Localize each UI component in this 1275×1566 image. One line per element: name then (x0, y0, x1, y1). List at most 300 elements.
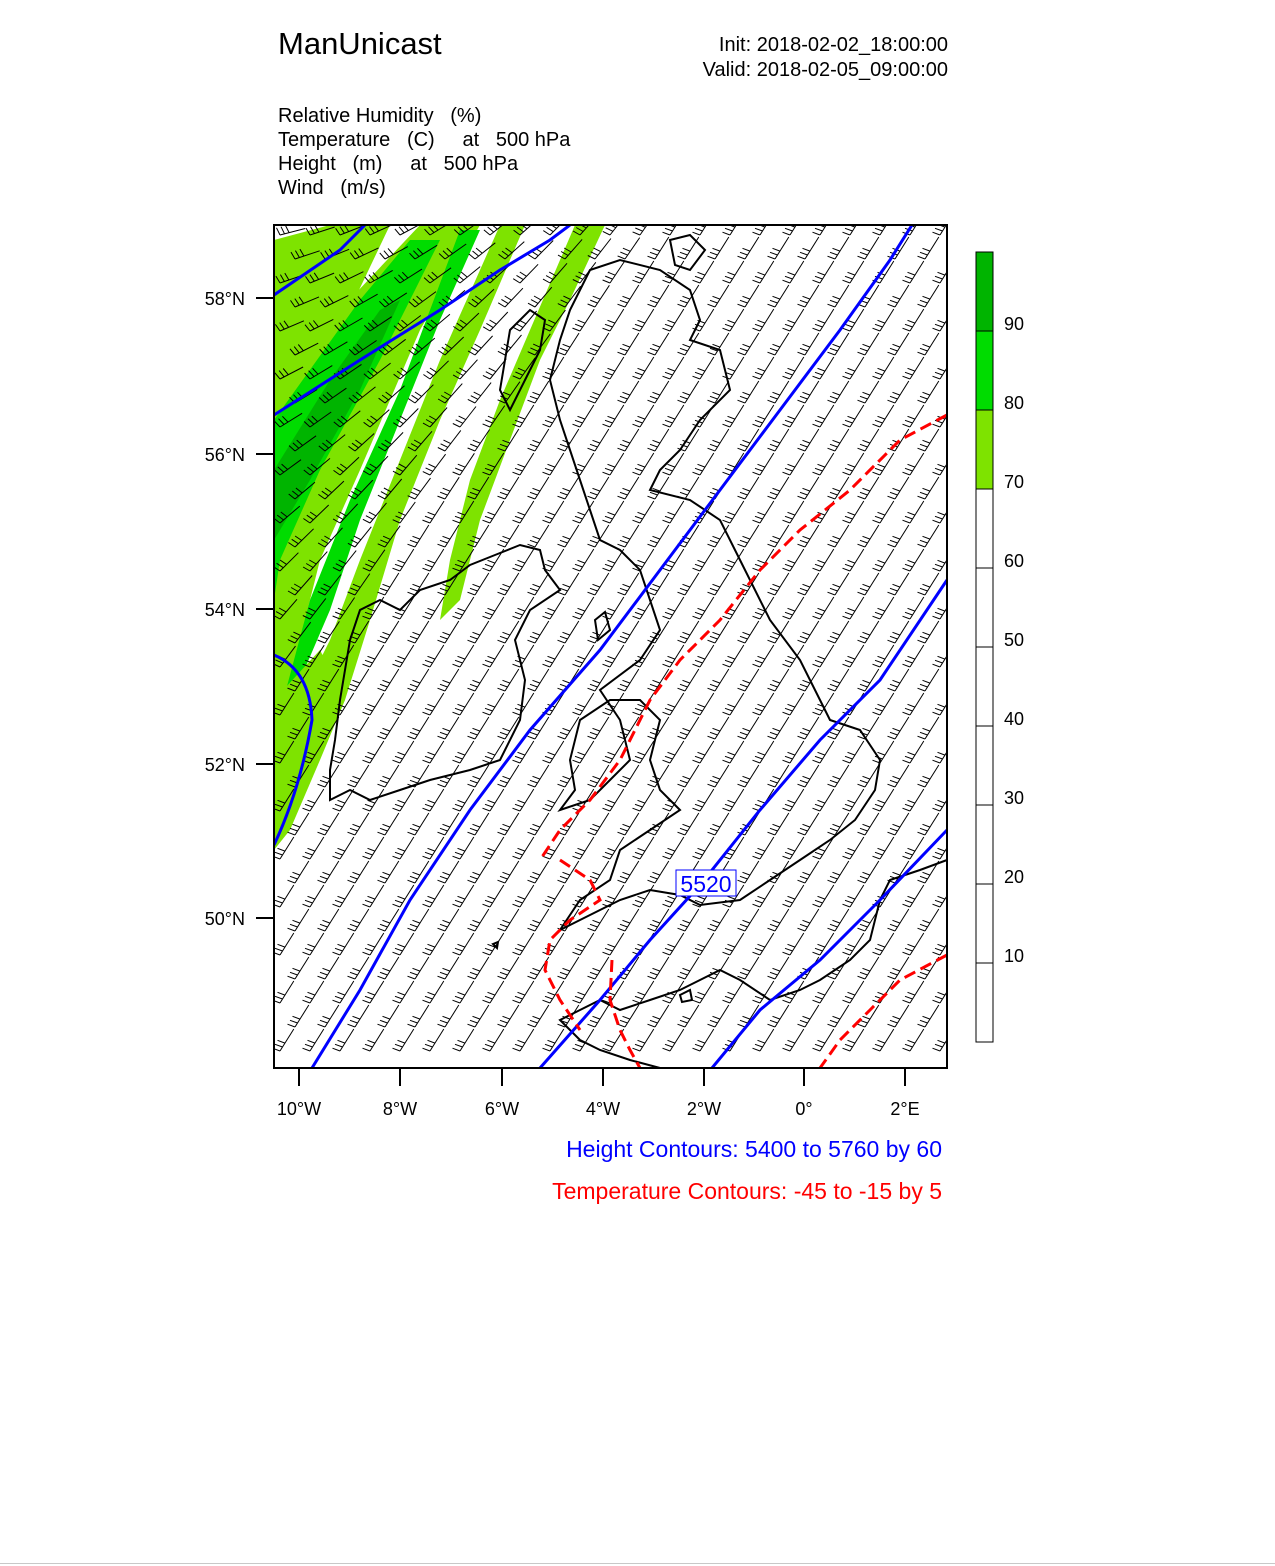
wind-barb-shaft (415, 813, 429, 835)
wind-barb-feather (573, 664, 581, 667)
wind-barb-shaft (700, 453, 714, 475)
wind-barb-feather (428, 656, 436, 659)
wind-barb-feather (698, 800, 706, 803)
wind-barb-feather (363, 664, 371, 667)
wind-barb-feather (918, 640, 926, 643)
wind-barb-feather (350, 684, 358, 687)
wind-barb-feather (828, 736, 836, 739)
wind-barb-feather (858, 928, 866, 931)
wind-barb-feather (348, 832, 356, 835)
wind-barb-feather (873, 856, 881, 859)
wind-barb-feather (683, 920, 691, 923)
wind-barb-feather (393, 568, 401, 571)
wind-barb-feather (623, 344, 631, 347)
wind-barb-feather (515, 852, 523, 855)
wind-barb-shaft (655, 1005, 669, 1027)
wind-barb-feather (618, 304, 626, 307)
wind-barb-feather (828, 640, 836, 643)
wind-barb-feather (785, 708, 793, 711)
wind-barb-feather (398, 992, 406, 995)
wind-barb-feather (384, 251, 389, 257)
wind-barb-feather (698, 848, 706, 851)
wind-barb-feather (890, 348, 898, 351)
wind-barb-feather (588, 592, 596, 595)
wind-barb-feather (753, 1000, 761, 1003)
wind-barb-feather (923, 248, 931, 251)
wind-barb-feather (648, 304, 656, 307)
wind-barb-feather (498, 688, 506, 691)
wind-barb-shaft (640, 1029, 654, 1051)
wind-barb-feather (533, 584, 541, 587)
wind-barb-feather (428, 608, 436, 611)
wind-barb-shaft (430, 1029, 444, 1051)
wind-barb-shaft (715, 813, 729, 835)
wind-barb-shaft (730, 789, 744, 811)
wind-barb-shaft (625, 381, 639, 403)
lon-label-10w: 10°W (276, 1099, 322, 1119)
wind-barb-shaft (700, 309, 714, 331)
wind-barb-shaft (475, 1005, 489, 1027)
wind-barb-shaft (895, 333, 909, 355)
wind-barb-feather (543, 808, 551, 811)
wind-barb-feather (918, 784, 926, 787)
wind-barb-feather (408, 1024, 416, 1027)
wind-barb-shaft (595, 1005, 609, 1027)
wind-barb-feather (888, 736, 896, 739)
wind-barb-shaft (490, 693, 504, 715)
wind-barb-feather (485, 756, 493, 759)
wind-barb-shaft (460, 837, 474, 859)
wind-barb-shaft (595, 285, 609, 307)
wind-barb-feather (918, 1024, 926, 1027)
wind-barb-feather (833, 344, 841, 347)
wind-barb-shaft (625, 285, 639, 307)
wind-barb-feather (293, 968, 301, 971)
wind-barb-feather (393, 808, 401, 811)
wind-barb-shaft (895, 813, 909, 835)
wind-barb-feather (638, 800, 646, 803)
wind-barb-feather (593, 440, 601, 443)
wind-barb-feather (858, 880, 866, 883)
wind-barb-shaft (745, 477, 759, 499)
wind-barb-feather (708, 1024, 716, 1027)
wind-barb-feather (680, 492, 688, 495)
wind-barb-shaft (475, 861, 489, 883)
wind-barb-feather (410, 876, 418, 879)
wind-barb-shaft (865, 573, 879, 595)
wind-barb-feather (803, 680, 811, 683)
wind-barb-feather (533, 728, 541, 731)
wind-barb-shaft (280, 1029, 294, 1051)
wind-barb-feather (875, 564, 883, 567)
wind-barb-shaft (385, 621, 399, 643)
wind-barb-feather (423, 1048, 431, 1051)
wind-barb-feather (695, 612, 703, 615)
wind-barb-feather (365, 996, 373, 999)
wind-barb-shaft (775, 285, 789, 307)
wind-barb-feather (603, 328, 611, 331)
wind-barb-feather (365, 948, 373, 951)
wind-barb-shaft (865, 381, 879, 403)
wind-barb-feather (903, 664, 911, 667)
temperature-contour-note: Temperature Contours: -45 to -15 by 5 (552, 1178, 942, 1204)
wind-barb-feather (920, 876, 928, 879)
wind-barb-feather (498, 880, 506, 883)
wind-barb-feather (858, 832, 866, 835)
colorbar-box (976, 252, 993, 331)
wind-barb-feather (620, 780, 628, 783)
wind-barb-feather (438, 736, 446, 739)
wind-barb-feather (878, 848, 886, 851)
wind-barb-feather (923, 392, 931, 395)
wind-barb-feather (860, 924, 868, 927)
colorbar-box (976, 568, 993, 647)
wind-barb-feather (888, 544, 896, 547)
height-contour-label-text: 5520 (680, 871, 732, 897)
wind-barb-feather (650, 492, 658, 495)
wind-barb-feather (513, 712, 521, 715)
wind-barb-shaft (430, 501, 444, 523)
wind-barb-feather (828, 1024, 836, 1027)
wind-barb-feather (860, 972, 868, 975)
wind-barb-shaft (715, 237, 729, 259)
wind-barb-feather (888, 976, 896, 979)
wind-barb-feather (368, 704, 376, 707)
wind-barb-feather (573, 1048, 581, 1051)
wind-barb-feather (293, 1016, 301, 1019)
wind-barb-shaft (775, 813, 789, 835)
wind-barb-feather (755, 852, 763, 855)
wind-barb-shaft (895, 477, 909, 499)
wind-barb-feather (533, 536, 541, 539)
wind-barb-feather (383, 776, 391, 779)
wind-barb-feather (680, 780, 688, 783)
wind-barb-feather (438, 1024, 446, 1027)
wind-barb-feather (920, 348, 928, 351)
wind-barb-feather (935, 708, 943, 711)
wind-barb-shaft (490, 981, 504, 1003)
wind-barb-shaft (550, 549, 564, 571)
wind-barb-feather (573, 616, 581, 619)
wind-barb-shaft (715, 1005, 729, 1027)
wind-barb-shaft (670, 837, 684, 859)
wind-barb-feather (393, 904, 401, 907)
wind-barb-shaft (685, 1005, 699, 1027)
wind-barb-feather (353, 776, 361, 779)
wind-barb-feather (453, 1048, 461, 1051)
wind-barb-feather (458, 704, 466, 707)
wind-barb-feather (608, 512, 616, 515)
wind-barb-feather (893, 968, 901, 971)
wind-barb-shaft (805, 717, 819, 739)
wind-barb-feather (558, 784, 566, 787)
wind-barb-shaft (865, 813, 879, 835)
wind-barb-feather (743, 1016, 751, 1019)
wind-barb-feather (518, 560, 526, 563)
wind-barb-feather (920, 732, 928, 735)
wind-barb-feather (843, 1048, 851, 1051)
wind-barb-shaft (640, 261, 654, 283)
wind-barb-feather (398, 560, 406, 563)
wind-barb-feather (563, 968, 571, 971)
wind-barb-feather (935, 756, 943, 759)
wind-barb-feather (873, 1048, 881, 1051)
wind-barb-feather (363, 952, 371, 955)
wind-barb-feather (620, 492, 628, 495)
wind-barb-feather (848, 848, 856, 851)
wind-barb-feather (680, 588, 688, 591)
wind-barb-feather (813, 904, 821, 907)
wind-barb-shaft (715, 285, 729, 307)
wind-barb-feather (488, 992, 496, 995)
colorbar-label-40: 40 (1004, 709, 1025, 729)
wind-barb-feather (740, 444, 748, 447)
wind-barb-shaft (820, 597, 834, 619)
wind-barb-feather (473, 824, 481, 827)
wind-barb-feather (353, 968, 361, 971)
wind-barb-feather (575, 516, 583, 519)
wind-barb-feather (933, 1048, 941, 1051)
wind-barb-feather (438, 832, 446, 835)
colorbar-label-30: 30 (1004, 788, 1025, 808)
wind-barb-feather (783, 424, 791, 427)
wind-barb-feather (500, 540, 508, 543)
wind-barb-feather (845, 612, 853, 615)
wind-barb-feather (608, 368, 616, 371)
wind-barb-feather (428, 1040, 436, 1043)
wind-barb-feather (455, 996, 463, 999)
wind-barb-feather (905, 276, 913, 279)
wind-barb-feather (443, 488, 450, 491)
wind-barb-shaft (700, 261, 714, 283)
wind-barb-feather (770, 972, 778, 975)
wind-barb-feather (633, 904, 641, 907)
wind-barb-shaft (700, 597, 714, 619)
wind-barb-shaft (805, 765, 819, 787)
wind-barb-feather (308, 800, 316, 803)
wind-barb-feather (903, 760, 911, 763)
wind-barb-feather (623, 296, 631, 299)
wind-barb-shaft (340, 837, 354, 859)
wind-barb-feather (490, 320, 497, 324)
wind-barb-feather (425, 756, 433, 759)
wind-barb-feather (620, 540, 628, 543)
wind-barb-feather (635, 228, 642, 231)
wind-barb-shaft (340, 933, 354, 955)
wind-barb-feather (908, 1040, 916, 1043)
wind-barb-feather (843, 424, 851, 427)
wind-barb-feather (863, 488, 871, 491)
wind-barb-shaft (910, 501, 924, 523)
wind-barb-feather (830, 924, 838, 927)
wind-barb-feather (588, 400, 596, 403)
wind-barb-feather (935, 1044, 943, 1047)
wind-barb-shaft (295, 861, 309, 883)
wind-barb-feather (758, 272, 766, 275)
wind-barb-shaft (730, 597, 744, 619)
wind-barb-feather (753, 712, 761, 715)
wind-barb-feather (845, 228, 853, 231)
wind-barb-feather (484, 230, 490, 235)
wind-barb-feather (878, 368, 886, 371)
wind-barb-feather (543, 231, 550, 235)
wind-barb-feather (878, 944, 886, 947)
wind-barb-feather (935, 660, 943, 663)
wind-barb-shaft (565, 333, 579, 355)
wind-barb-feather (650, 876, 658, 879)
wind-barb-feather (753, 856, 761, 859)
wind-barb-shaft (520, 645, 534, 667)
wind-barb-shaft (580, 501, 594, 523)
wind-barb-feather (848, 896, 856, 899)
wind-barb-feather (575, 564, 583, 567)
wind-barb-shaft (580, 405, 594, 427)
wind-barb-feather (545, 756, 553, 759)
wind-barb-feather (845, 324, 853, 327)
wind-barb-feather (458, 752, 466, 755)
wind-barb-feather (500, 492, 508, 495)
coast-channel-islands (680, 990, 692, 1002)
wind-barb-shaft (745, 717, 759, 739)
wind-barb-feather (755, 660, 763, 663)
wind-barb-feather (603, 952, 611, 955)
wind-barb-feather (528, 592, 536, 595)
wind-barb-feather (818, 608, 826, 611)
wind-barb-feather (560, 828, 568, 831)
wind-barb-shaft (505, 573, 519, 595)
wind-barb-feather (530, 876, 538, 879)
wind-barb-feather (560, 444, 568, 447)
wind-barb-feather (843, 232, 851, 235)
wind-barb-feather (768, 736, 776, 739)
wind-barb-feather (935, 516, 943, 519)
wind-barb-shaft (715, 717, 729, 739)
wind-barb-feather (605, 372, 613, 375)
wind-barb-feather (873, 664, 881, 667)
wind-barb-feather (458, 608, 466, 611)
wind-barb-feather (758, 368, 766, 371)
wind-barb-shaft (880, 309, 894, 331)
wind-barb-shaft (430, 837, 444, 859)
wind-barb-shaft (760, 309, 774, 331)
wind-barb-feather (513, 327, 520, 331)
wind-barb-feather (740, 876, 748, 879)
wind-barb-feather (743, 344, 751, 347)
wind-barb-feather (933, 232, 941, 235)
wind-barb-feather (633, 808, 641, 811)
wind-barb-feather (830, 252, 838, 255)
wind-barb-feather (653, 728, 661, 731)
wind-barb-shaft (790, 837, 804, 859)
wind-barb-feather (845, 372, 853, 375)
wind-barb-feather (653, 872, 661, 875)
wind-barb-feather (648, 256, 656, 259)
wind-barb-feather (500, 684, 508, 687)
wind-barb-feather (663, 760, 671, 763)
wind-barb-shaft (790, 405, 804, 427)
wind-barb-feather (588, 448, 596, 451)
wind-barb-shaft (925, 237, 939, 259)
wind-barb-feather (843, 280, 851, 283)
wind-barb-feather (905, 420, 913, 423)
wind-barb-feather (873, 616, 881, 619)
wind-barb-feather (813, 424, 821, 427)
wind-barb-feather (623, 872, 631, 875)
wind-barb-shaft (895, 765, 909, 787)
wind-barb-feather (713, 344, 721, 347)
wind-barb-feather (543, 520, 551, 523)
wind-barb-feather (723, 712, 731, 715)
wind-barb-feather (783, 664, 791, 667)
wind-barb-shaft (835, 573, 849, 595)
wind-barb-feather (498, 544, 506, 547)
wind-barb-feather (845, 900, 853, 903)
wind-barb-feather (905, 516, 913, 519)
wind-barb-feather (320, 972, 328, 975)
wind-barb-feather (588, 544, 596, 547)
wind-barb-feather (399, 227, 404, 233)
wind-barb-feather (783, 328, 791, 331)
wind-barb-shaft (565, 381, 579, 403)
wind-barb-feather (788, 752, 796, 755)
wind-barb-feather (755, 420, 763, 423)
wind-barb-feather (543, 904, 551, 907)
wind-barb-feather (668, 608, 676, 611)
wind-barb-shaft (490, 597, 504, 619)
wind-barb-feather (935, 372, 943, 375)
wind-barb-shaft (805, 1005, 819, 1027)
wind-barb-feather (488, 704, 496, 707)
wind-barb-feather (743, 776, 751, 779)
wind-barb-shaft (535, 621, 549, 643)
wind-barb-feather (783, 712, 791, 715)
wind-barb-shaft (865, 429, 879, 451)
wind-barb-shaft (925, 381, 939, 403)
wind-barb-feather (518, 1040, 526, 1043)
wind-barb-feather (875, 324, 883, 327)
wind-barb-feather (395, 660, 403, 663)
wind-barb-feather (438, 928, 446, 931)
wind-barb-feather (488, 752, 496, 755)
wind-barb-feather (308, 848, 316, 851)
wind-barb-feather (318, 928, 326, 931)
wind-barb-feather (618, 400, 626, 403)
wind-barb-shaft (355, 669, 369, 691)
wind-barb-feather (665, 756, 673, 759)
wind-barb-feather (578, 560, 586, 563)
wind-barb-feather (410, 972, 418, 975)
wind-barb-feather (590, 636, 598, 639)
wind-barb-feather (710, 300, 718, 303)
wind-barb-feather (723, 520, 731, 523)
wind-barb-shaft (910, 1029, 924, 1051)
wind-barb-feather (908, 464, 916, 467)
wind-barb-shaft (820, 837, 834, 859)
wind-barb-feather (858, 544, 866, 547)
wind-barb-feather (888, 832, 896, 835)
wind-barb-feather (503, 632, 511, 635)
wind-barb-shaft (820, 549, 834, 571)
wind-barb-feather (680, 684, 688, 687)
wind-barb-feather (560, 540, 568, 543)
wind-barb-feather (935, 852, 943, 855)
wind-barb-feather (413, 536, 421, 539)
wind-barb-feather (398, 752, 406, 755)
wind-barb-feather (468, 736, 476, 739)
wind-barb-feather (546, 276, 553, 280)
wind-barb-feather (743, 296, 751, 299)
wind-barb-feather (873, 472, 881, 475)
